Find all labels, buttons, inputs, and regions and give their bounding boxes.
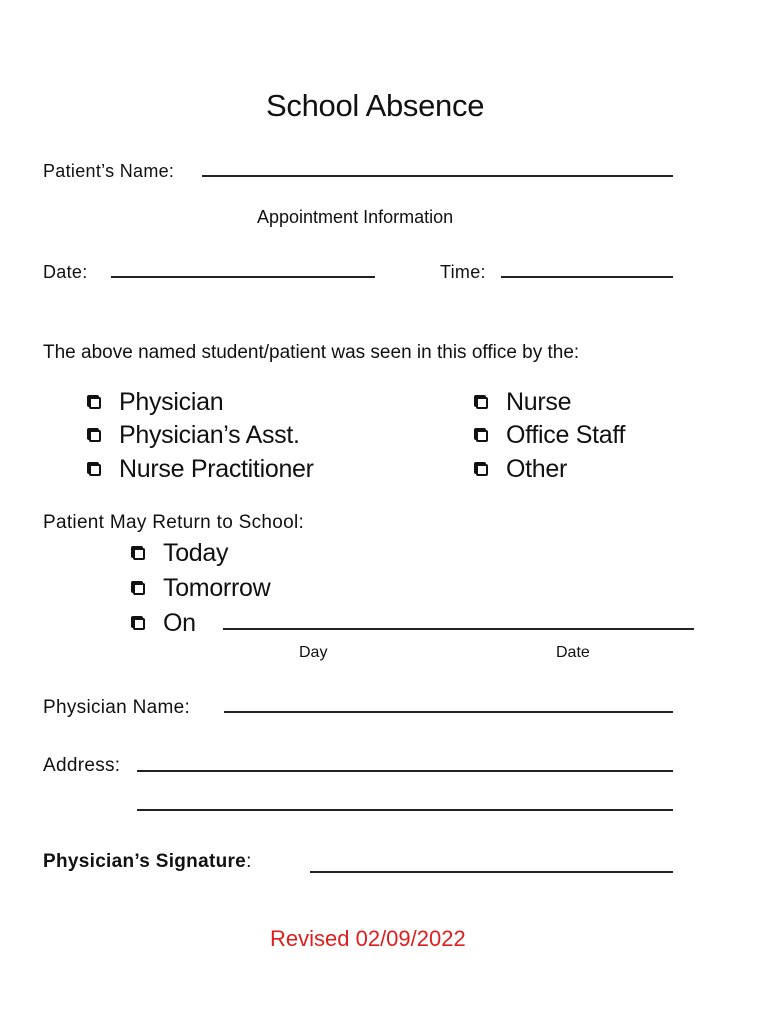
address-field-line-2[interactable]: [137, 809, 673, 811]
checkbox-icon[interactable]: [133, 548, 145, 560]
option-label: Office Staff: [506, 421, 626, 449]
option-label: Physician: [119, 388, 224, 416]
option-label: Today: [163, 539, 229, 567]
appointment-heading: Appointment Information: [257, 207, 454, 227]
option-label: Physician’s Asst.: [119, 421, 300, 449]
address-label: Address:: [43, 755, 121, 776]
day-caption: Day: [299, 644, 328, 661]
address-field-line-1[interactable]: [137, 770, 673, 772]
option-today[interactable]: [133, 539, 228, 568]
option-other[interactable]: [476, 455, 567, 484]
option-label: Other: [506, 455, 568, 483]
checkbox-icon[interactable]: [133, 618, 145, 630]
option-nurse-practitioner[interactable]: [89, 455, 314, 484]
date-label: Date:: [43, 262, 88, 282]
revision-date: Revised 02/09/2022: [270, 926, 466, 951]
signature-field[interactable]: [310, 871, 673, 873]
option-nurse[interactable]: [476, 388, 571, 417]
time-label: Time:: [440, 262, 486, 282]
option-physicians-asst[interactable]: [89, 421, 300, 450]
option-label: Nurse Practitioner: [119, 455, 314, 483]
checkbox-icon[interactable]: [476, 464, 488, 476]
signature-label: Physician’s Signature: [43, 851, 247, 872]
checkbox-icon[interactable]: [89, 397, 101, 409]
option-tomorrow[interactable]: [133, 574, 270, 603]
option-on[interactable]: [133, 609, 196, 638]
physician-name-field[interactable]: [224, 711, 673, 713]
checkbox-icon[interactable]: [476, 397, 488, 409]
checkbox-icon[interactable]: [89, 430, 101, 442]
option-label: Nurse: [506, 388, 572, 416]
checkbox-icon[interactable]: [89, 464, 101, 476]
date-caption: Date: [556, 644, 590, 661]
return-date-field[interactable]: [223, 628, 694, 630]
physician-name-label: Physician Name:: [43, 697, 191, 718]
checkbox-icon[interactable]: [133, 583, 145, 595]
patient-name-field[interactable]: [202, 175, 673, 177]
seen-by-statement: The above named student/patient was seen in this office by the:: [43, 342, 580, 363]
date-field[interactable]: [111, 276, 375, 278]
return-label: Patient May Return to School:: [43, 512, 305, 533]
option-physician[interactable]: [89, 388, 223, 417]
patient-name-label: Patient’s Name:: [43, 161, 175, 181]
checkbox-icon[interactable]: [476, 430, 488, 442]
signature-label-row: [43, 851, 252, 873]
option-label: Tomorrow: [163, 574, 271, 602]
time-field[interactable]: [501, 276, 673, 278]
option-office-staff[interactable]: [476, 421, 625, 450]
page-title: School Absence: [266, 88, 485, 123]
signature-colon: :: [246, 851, 252, 872]
option-label: On: [163, 609, 196, 637]
